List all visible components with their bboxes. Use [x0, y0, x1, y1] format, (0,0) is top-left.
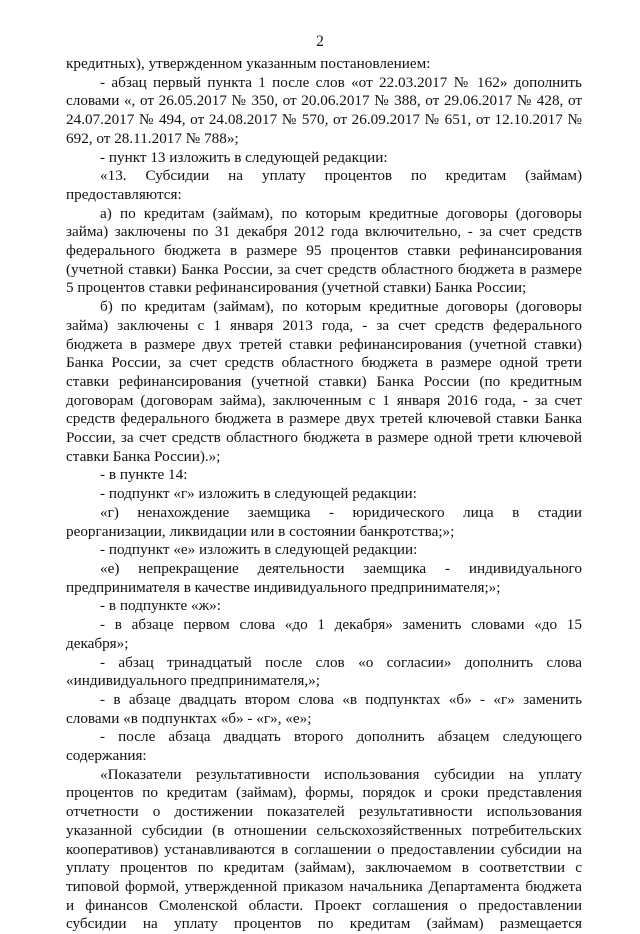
paragraph: а) по кредитам (займам), по которым кредитные договоры (договоры займа) заключены по 31 декабря 2012 года включительно, - за счет средств федерального бюджета в размере 95 процентов ставки рефинансирования (учетной ставки) Банка России, за счет средств областного бюджета в размере 5 процентов ставки рефинансирования (учетной ставки) Банка России;	[66, 204, 582, 297]
paragraph: - подпункт «е» изложить в следующей редакции:	[100, 541, 418, 559]
paragraph: - пункт 13 изложить в следующей редакции:	[100, 148, 388, 166]
paragraph: - после абзаца двадцать второго дополнить абзацем следующего содержания:	[66, 728, 582, 765]
paragraph: кредитных), утвержденном указанным постановлением:	[66, 55, 431, 72]
paragraph: - в подпункте «ж»:	[100, 597, 221, 615]
paragraph: - подпункт «г» изложить в следующей редакции:	[100, 485, 417, 503]
paragraph: «е) непрекращение деятельности заемщика - индивидуального предпринимателя в качестве индивидуального предпринимателя;»;	[66, 559, 582, 596]
paragraph: «Показатели результативности использования субсидии на уплату процентов по кредитам (займам), формы, порядок и сроки представления отчетности о достижении показателей результативности использования указанной субсидии (в отношении сельскохозяйственных потребительских кооперативов) устанавливаются в соглашении о предоставлении субсидии на уплату процентов по кредитам (займам), заключаемом в соответствии с типовой формой, утвержденной приказом начальника Департамента бюджета и финансов Смоленской области. Проект соглашения о предоставлении субсидии на уплату процентов по кредитам (займам) размещается	[66, 765, 582, 933]
page-number: 2	[316, 33, 324, 50]
paragraph: - в абзаце первом слова «до 1 декабря» заменить словами «до 15 декабря»;	[66, 616, 582, 652]
paragraph: б) по кредитам (займам), по которым кредитные договоры (договоры займа) заключены с 1 января 2013 года, - за счет средств федерального бюджета в размере двух третей ставки рефинансирования (учетной ставки) Банка России, за счет средств областного бюджета в размере одной трети ставки рефинансирования (учетной ставки) Банка России (по кредитным договорам (договорам займа), заключенным с 1 января 2016 года, - за счет средств федерального бюджета в размере двух третей ключевой ставки Банка России, за счет средств областного бюджета в размере одной трети ключевой ставки Банка России).»;	[66, 298, 582, 465]
paragraph: - абзац тринадцатый после слов «о согласии» дополнить слова «индивидуального предпринимателя,»;	[66, 653, 582, 690]
paragraph: «13. Субсидии на уплату процентов по кредитам (займам) предоставляются:	[66, 167, 582, 203]
paragraph: - абзац первый пункта 1 после слов «от 22.03.2017 № 162» дополнить словами «, от 26.05.2017 № 350, от 20.06.2017 № 388, от 29.06.2017 № 428, от 24.07.2017 № 494, от 24.08.2017 № 570, от 26.09.2017 № 651, от 12.10.2017 № 692, от 28.11.2017 № 788»;	[66, 73, 582, 147]
paragraph: «г) ненахождение заемщика - юридического лица в стадии реорганизации, ликвидации или в состоянии банкротства;»;	[66, 503, 582, 540]
paragraph: - в пункте 14:	[100, 466, 188, 484]
paragraph: - в абзаце двадцать втором слова «в подпунктах «б» - «г» заменить словами «в подпунктах «б» - «г», «е»;	[66, 690, 582, 727]
document-body	[66, 55, 582, 934]
